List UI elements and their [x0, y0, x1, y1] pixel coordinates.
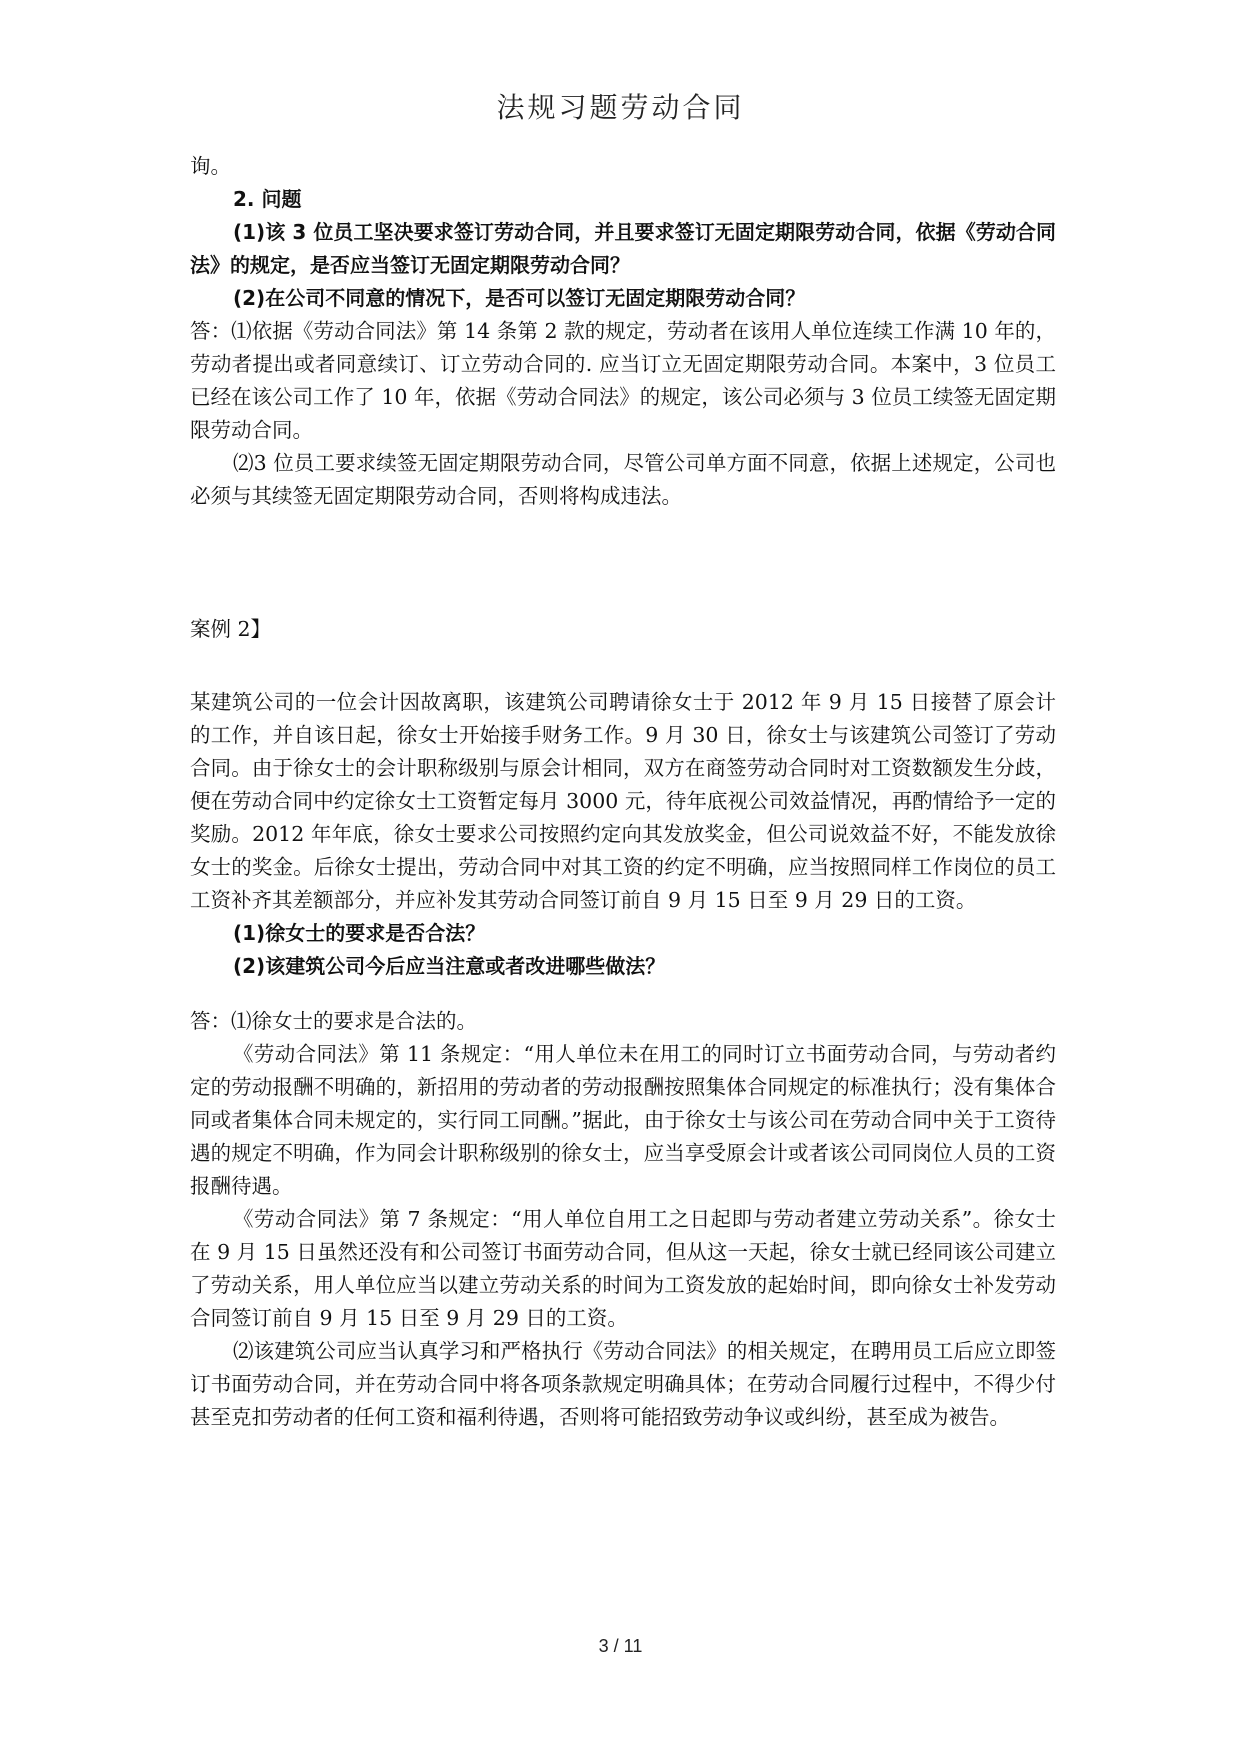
spacer: [190, 513, 1056, 613]
document-body: [190, 150, 1056, 1434]
page-title: 法规习题劳动合同: [496, 91, 745, 124]
page-number: 3 / 11: [598, 1636, 643, 1656]
question-heading: 2. 问题: [233, 187, 302, 211]
case-2-answer-1-para-2: 《劳动合同法》第 11 条规定：“用人单位未在用工的同时订立书面劳动合同，与劳动者约定的劳动报酬不明确的，新招用的劳动者的劳动报酬按照集体合同规定的标准执行；没有集体合同或者集体合同未规定的，实行同工同酬。”据此，由于徐女士与该公司在劳动合同中关于工资待遇的规定不明确，作为同会计职称级别的徐女士，应当享受原会计或者该公司同岗位人员的工资报酬待遇。: [190, 1042, 1056, 1198]
case-2-question-2: (2)该建筑公司今后应当注意或者改进哪些做法？: [233, 954, 666, 978]
case-2-answer-1-para-3: 《劳动合同法》第 7 条规定：“用人单位自用工之日起即与劳动者建立劳动关系”。徐女士在 9 月 15 日虽然还没有和公司签订书面劳动合同，但从这一天起，徐女士就已经同该公司建立了劳动关系，用人单位应当以建立劳动关系的时间为工资发放的起始时间，即向徐女士补发劳动合同签订前自 9 月 15 日至 9 月 29 日的工资。: [190, 1207, 1056, 1330]
answer-1: 答：⑴依据《劳动合同法》第 14 条第 2 款的规定，劳动者在该用人单位连续工作满 10 年的，劳动者提出或者同意续订、订立劳动合同的. 应当订立无固定期限劳动合同。本案中，3 位员工已经在该公司工作了 10 年，依据《劳动合同法》的规定，该公司必须与 3 位员工续签无固定期限劳动合同。: [190, 319, 1056, 442]
case-2-answer-1: 答：⑴徐女士的要求是合法的。: [190, 1009, 477, 1033]
case-2-question-1: (1)徐女士的要求是否合法？: [233, 921, 486, 945]
continuation-text: 询。: [190, 154, 231, 178]
case-2-facts: 某建筑公司的一位会计因故离职，该建筑公司聘请徐女士于 2012 年 9 月 15 日接替了原会计的工作，并自该日起，徐女士开始接手财务工作。9 月 30 日，徐女士与该建筑公司签订了劳动合同。由于徐女士的会计职称级别与原会计相同，双方在商签劳动合同时对工资数额发生分歧，便在劳动合同中约定徐女士工资暂定每月 3000 元，待年底视公司效益情况，再酌情给予一定的奖励。2012 年年底，徐女士要求公司按照约定向其发放奖金，但公司说效益不好，不能发放徐女士的奖金。后徐女士提出，劳动合同中对其工资的约定不明确，应当按照同样工作岗位的员工工资补齐其差额部分，并应补发其劳动合同签订前自 9 月 15 日至 9 月 29 日的工资。: [190, 690, 1056, 912]
question-1: (1)该 3 位员工坚决要求签订劳动合同，并且要求签订无固定期限劳动合同，依据《劳动合同法》的规定，是否应当签订无固定期限劳动合同？: [190, 220, 1056, 277]
answer-2: ⑵3 位员工要求续签无固定期限劳动合同，尽管公司单方面不同意，依据上述规定，公司也必须与其续签无固定期限劳动合同，否则将构成违法。: [190, 451, 1056, 508]
spacer: [190, 983, 1056, 1005]
case-2-heading: 案例 2】: [190, 617, 272, 641]
case-2-answer-2: ⑵该建筑公司应当认真学习和严格执行《劳动合同法》的相关规定，在聘用员工后应立即签订书面劳动合同，并在劳动合同中将各项条款规定明确具体；在劳动合同履行过程中，不得少付甚至克扣劳动者的任何工资和福利待遇，否则将可能招致劳动争议或纠纷，甚至成为被告。: [190, 1339, 1056, 1429]
spacer: [190, 646, 1056, 686]
question-2: (2)在公司不同意的情况下，是否可以签订无固定期限劳动合同？: [233, 286, 806, 310]
